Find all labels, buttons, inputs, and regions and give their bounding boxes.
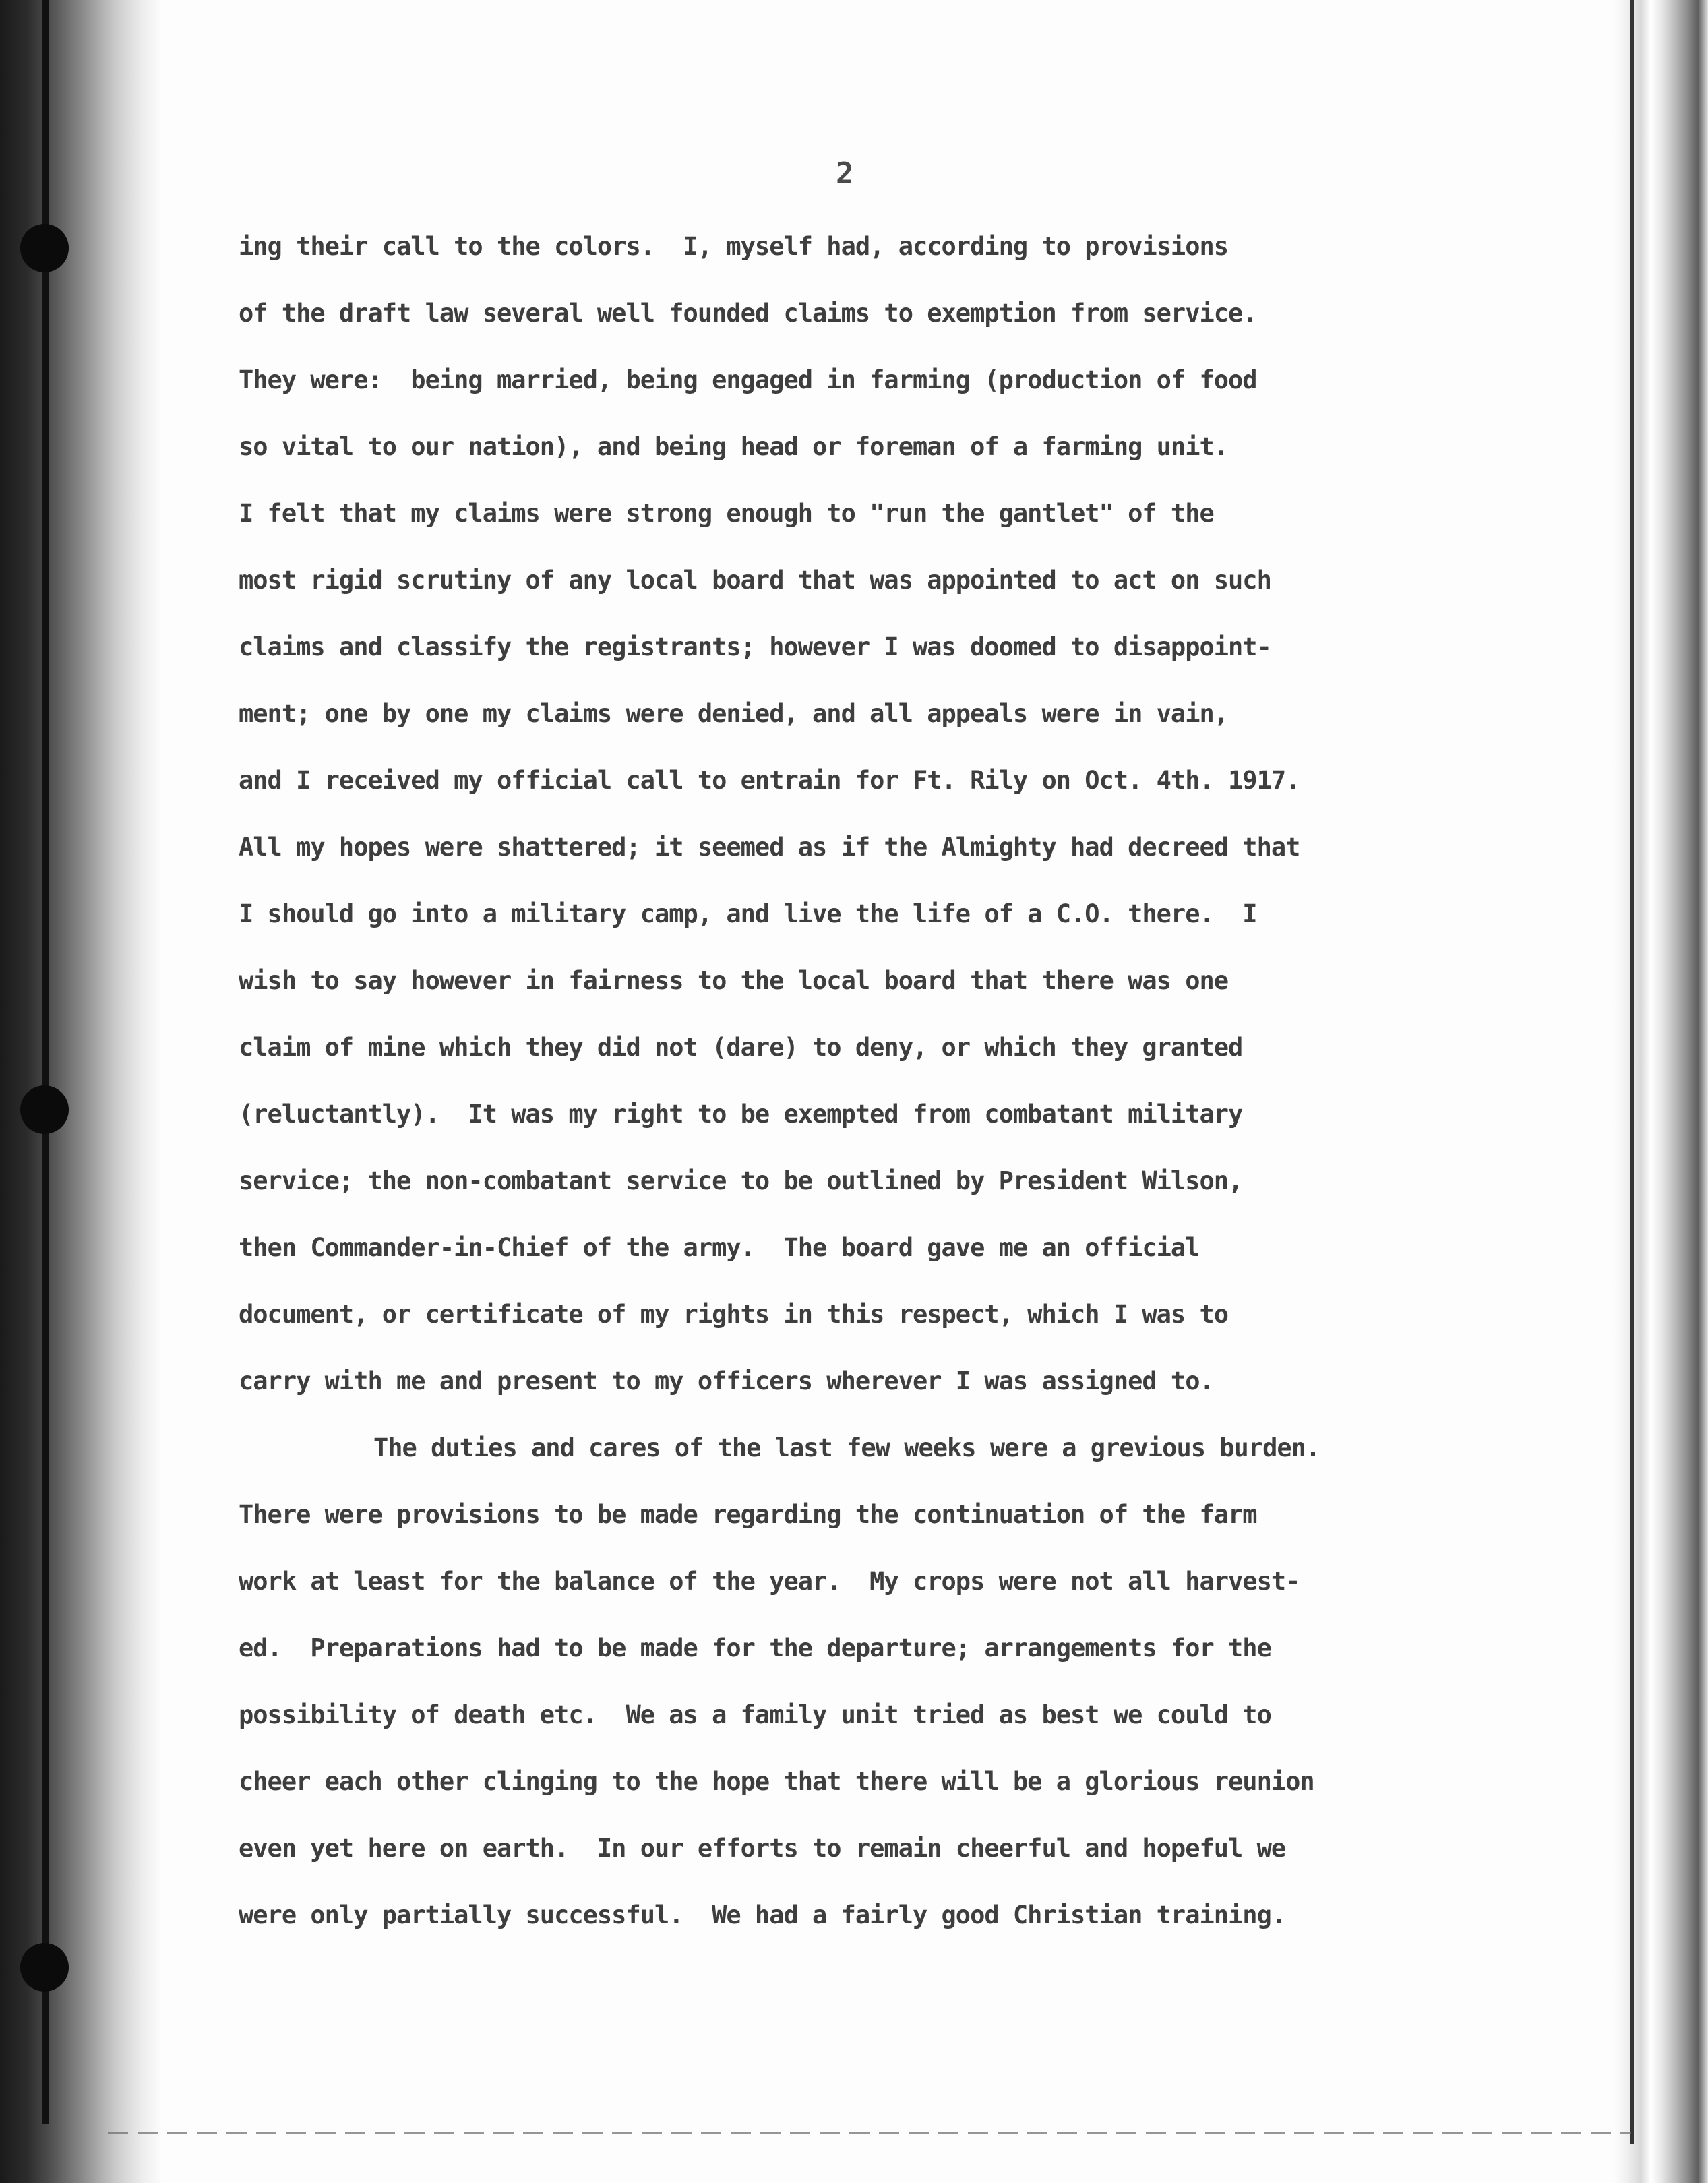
text-line: document, or certificate of my rights in this respect, which I was to [239, 1300, 1229, 1329]
punch-hole-top [20, 224, 69, 272]
text-line: There were provisions to be made regarding the continuation of the farm [239, 1500, 1257, 1529]
text-line: carry with me and present to my officers wherever I was assigned to. [239, 1367, 1214, 1396]
text-line: then Commander-in-Chief of the army. The board gave me an official [239, 1233, 1200, 1262]
text-line: All my hopes were shattered; it seemed as if the Almighty had decreed that [239, 833, 1300, 862]
text-line: (reluctantly). It was my right to be exempted from combatant military [239, 1100, 1243, 1129]
text-line: ing their call to the colors. I, myself had, according to provisions [239, 232, 1229, 261]
paragraph-start-line: The duties and cares of the last few weeks were a grevious burden. [373, 1433, 1320, 1462]
text-line: most rigid scrutiny of any local board that was appointed to act on such [239, 566, 1271, 595]
punch-hole-bottom [20, 1943, 69, 1992]
text-line: were only partially successful. We had a fairly good Christian training. [239, 1901, 1286, 1930]
text-line: ment; one by one my claims were denied, and all appeals were in vain, [239, 699, 1229, 728]
text-line: work at least for the balance of the year. My crops were not all harvest- [239, 1567, 1300, 1596]
bottom-scan-line [108, 2132, 1631, 2134]
left-binding-rule [42, 0, 49, 2124]
right-scan-shadow [1614, 0, 1708, 2183]
text-line: wish to say however in fairness to the local board that there was one [239, 966, 1229, 995]
text-line: so vital to our nation), and being head or foreman of a farming unit. [239, 432, 1229, 461]
text-line: ed. Preparations had to be made for the departure; arrangements for the [239, 1634, 1271, 1663]
text-line: I should go into a military camp, and live the life of a C.O. there. I [239, 899, 1257, 928]
left-scan-shadow [0, 0, 162, 2183]
page-number: 2 [836, 156, 854, 191]
text-line: claims and classify the registrants; however I was doomed to disappoint- [239, 632, 1271, 661]
text-line: cheer each other clinging to the hope that there will be a glorious reunion [239, 1767, 1314, 1796]
text-line: service; the non-combatant service to be outlined by President Wilson, [239, 1166, 1243, 1195]
text-line: of the draft law several well founded claims to exemption from service. [239, 299, 1257, 328]
text-line: I felt that my claims were strong enough to "run the gantlet" of the [239, 499, 1214, 528]
text-line: claim of mine which they did not (dare) to deny, or which they granted [239, 1033, 1243, 1062]
punch-hole-middle [20, 1085, 69, 1134]
right-margin-rule [1630, 0, 1634, 2144]
body-text [239, 227, 1519, 1962]
text-line: They were: being married, being engaged in farming (production of food [239, 365, 1257, 394]
text-line: and I received my official call to entrain for Ft. Rily on Oct. 4th. 1917. [239, 766, 1300, 795]
text-line: even yet here on earth. In our efforts to remain cheerful and hopeful we [239, 1834, 1286, 1863]
text-line: possibility of death etc. We as a family unit tried as best we could to [239, 1700, 1271, 1729]
